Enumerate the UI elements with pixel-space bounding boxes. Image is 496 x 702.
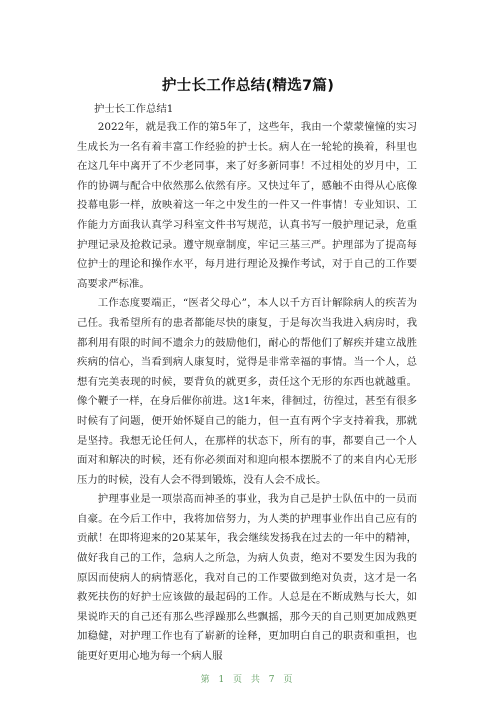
paragraph: 2022年，就是我工作的第5年了，这些年，我由一个蒙蒙憧憧的实习生成长为一名有着丰富工作经验的护士长。病人在一轮轮的换着，科里也在这几年中离开了不少老同事，来了好多新同事！不过相处的岁月中，工作的协调与配合中依然那么依然有序。又快过年了，感触不由得从心底像投幕电影一样，放映着这一年之中发生的一件又一件事情！专业知识、工作能力方面我认真学习科室文件书写规范，认真书写一般护理记录，危重护理记录及抢救记录。遵守规章制度，牢记三基三严。护理部为了提高每位护士的理论和操作水平，每月进行理论及操作考试，对于自己的工作要高要求严标准。 (77, 121, 417, 290)
paragraph: 工作态度要端正，“医者父母心”，本人以千方百计解除病人的疾苦为己任。我希望所有的患者都能尽快的康复，于是每次当我进入病房时，我都利用有限的时间不遗余力的鼓励他们，耐心的帮他们了解疾并建立战胜疾病的信心，当看到病人康复时，觉得是非常幸福的事情。当一个人，总想有完美表现的时候，要背负的就更多，责任这个无形的东西也就越重。像个鞭子一样，在身后催你前进。这1年来，徘徊过，彷徨过，甚至有很多时候有了问题，便开始怀疑自己的能力，但一直有两个字支持着我，那就是坚持。我想无论任何人，在那样的状态下，所有的事，都要自己一个人面对和解决的时候，还有你必须面对和迎向根本摆脱不了的来自内心无形压力的时候，没有人会不得到锻炼，没有人会不成长。 (77, 297, 417, 486)
page-footer: 第 1 页 共 7 页 (200, 675, 296, 685)
document-title: 护士长工作总结(精选7篇) (161, 78, 335, 94)
document-body (77, 118, 417, 667)
paragraph: 护理事业是一项崇高而神圣的事业，我为自己是护士队伍中的一员而自豪。在今后工作中，我将加倍努力，为人类的护理事业作出自己应有的贡献！在即将迎来的20某某年，我会继续发扬我在过去的一年中的精神，做好我自己的工作，急病人之所急，为病人负责，绝对不要发生因为我的原因而使病人的病情恶化，我对自己的工作要做到绝对负责，这才是一名救死扶伤的好护士应该做的最起码的工作。人总是在不断成熟与长大，如果说昨天的自己还有那么些浮躁那么些飘摇，那今天的自己则更加成熟更加稳健，对护理工作也有了崭新的诠释，更加明白自己的职责和重担，也能更好更用心地为每一个病人服 (77, 493, 417, 663)
section-heading: 护士长工作总结1 (94, 103, 174, 115)
